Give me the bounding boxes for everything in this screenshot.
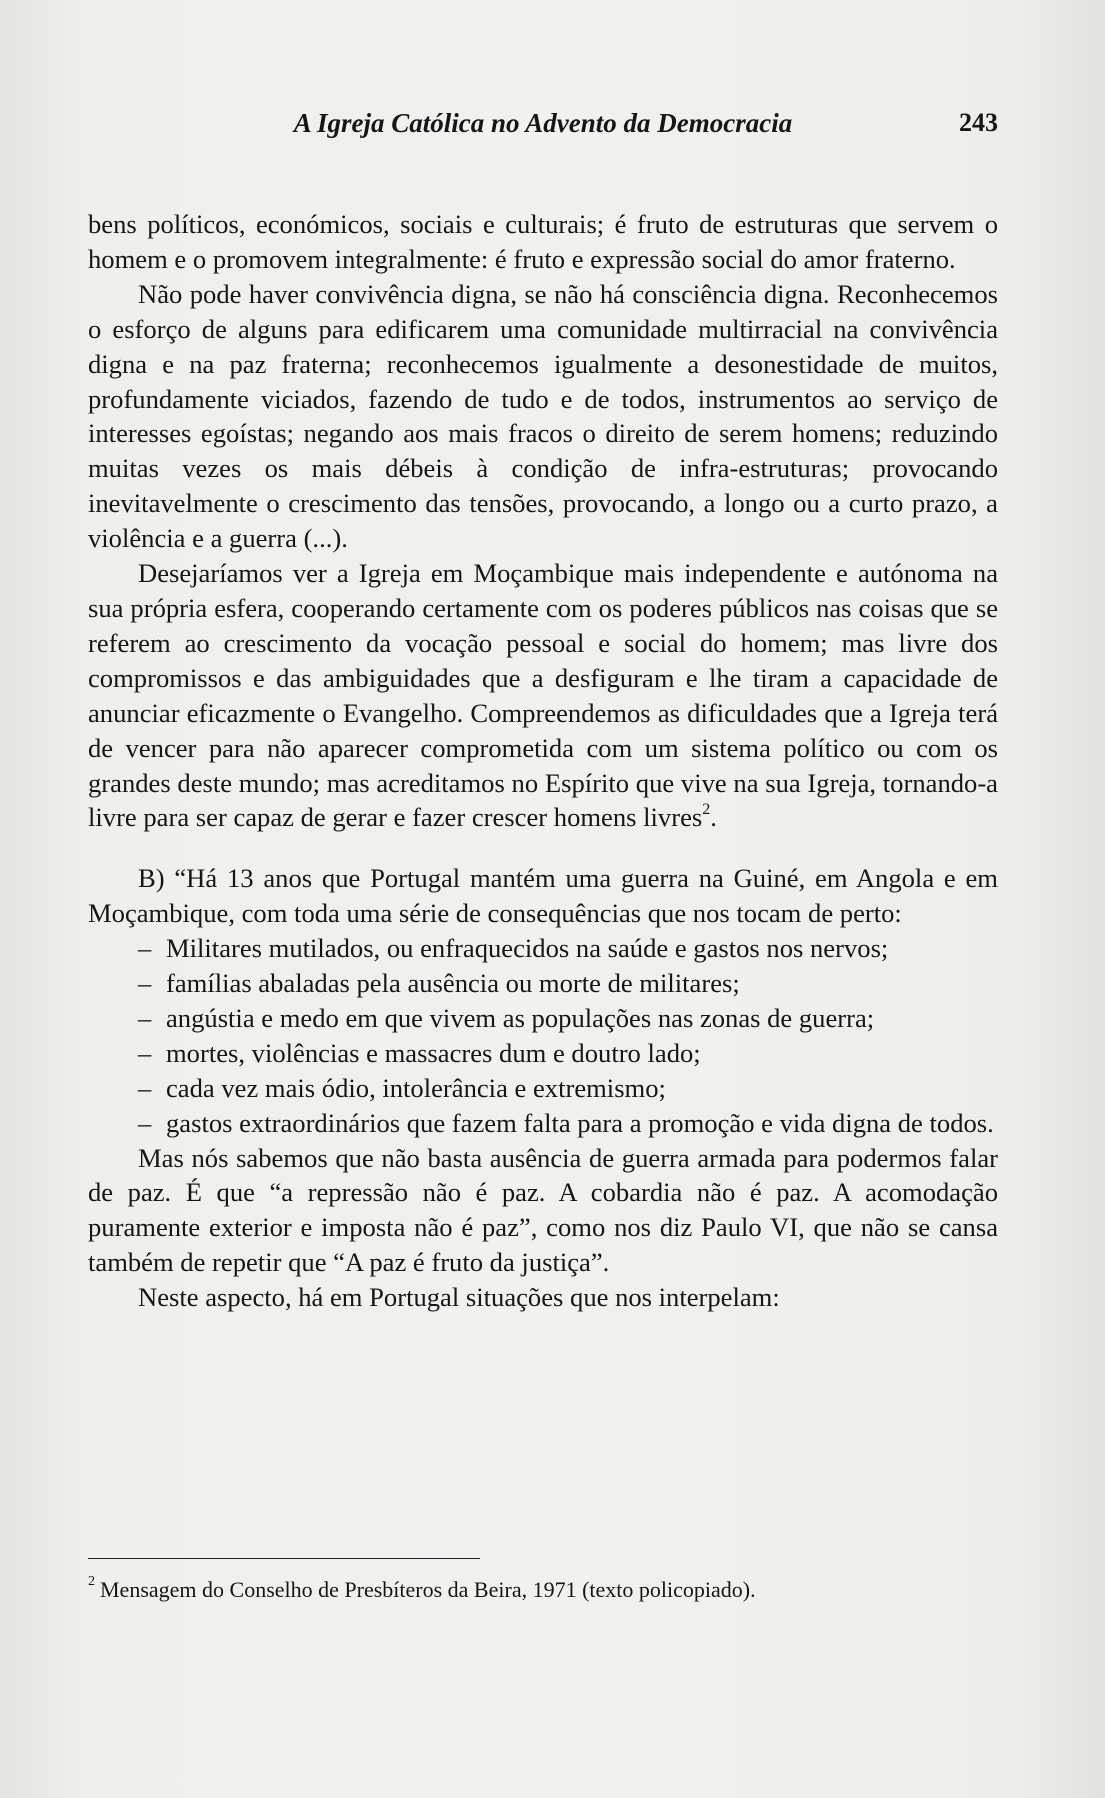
list-item xyxy=(88,1036,998,1071)
paragraph-3 xyxy=(88,556,998,835)
list-dash: – xyxy=(138,1002,152,1033)
paragraph-1: bens políticos, económicos, sociais e culturais; é fruto de estruturas que servem o homem e o promovem integralmente: é fruto e expressão social do amor fraterno. xyxy=(88,209,998,274)
list-item-text: angústia e medo em que vivem as populações nas zonas de guerra; xyxy=(166,1002,875,1033)
list-dash: – xyxy=(138,1107,152,1138)
paragraph-4: B) “Há 13 anos que Portugal mantém uma guerra na Guiné, em Angola e em Moçambique, com toda uma série de consequências que nos tocam de perto: xyxy=(88,863,998,929)
list-item xyxy=(88,931,998,966)
list-dash: – xyxy=(138,968,152,999)
body-text xyxy=(88,207,998,1315)
list-dash: – xyxy=(138,1072,152,1103)
paragraph-2: Não pode haver convivência digna, se não há consciência digna. Reconhecemos o esforço de alguns para edificarem uma comunidade multirracial na convivência digna e na paz fraterna; reconhecemos igualmente a desonestidade de muitos, profundamente viciados, fazendo de tudo e de todos, instrumentos ao serviço de interesses egoístas; negando aos mais fracos o direito de serem homens; reduzindo muitas vezes os mais débeis à condição de infra-estruturas; provocando inevitavelmente o crescimento das tensões, provocando, a longo ou a curto prazo, a violência e a guerra (...). xyxy=(88,278,998,554)
list-item xyxy=(88,966,998,1001)
list-item-text: cada vez mais ódio, intolerância e extremismo; xyxy=(166,1072,666,1103)
footnote-text: Mensagem do Conselho de Presbíteros da Beira, 1971 (texto policopiado). xyxy=(100,1577,756,1602)
paragraph-6: Neste aspecto, há em Portugal situações que nos interpelam: xyxy=(138,1282,780,1313)
list-item xyxy=(88,1001,998,1036)
footnote-reference: 2 xyxy=(702,801,711,819)
list-dash: – xyxy=(138,1037,152,1068)
paragraph-5: Mas nós sabemos que não basta ausência de guerra armada para podermos falar de paz. É que “a repressão não é paz. A cobardia não é paz. A acomodação puramente exterior e imposta não é paz”, como nos diz Paulo VI, que não se cansa também de repetir que “A paz é fruto da justiça”. xyxy=(88,1142,998,1278)
list-item-text: Militares mutilados, ou enfraquecidos na saúde e gastos nos nervos; xyxy=(166,933,889,964)
list-dash: – xyxy=(138,933,152,964)
list-item-text: gastos extraordinários que fazem falta para a promoção e vida digna de todos. xyxy=(166,1107,994,1138)
list-item xyxy=(88,1071,998,1106)
list-item xyxy=(88,1106,998,1141)
footnote xyxy=(88,1568,998,1604)
consequences-list xyxy=(88,931,998,1140)
page-number: 243 xyxy=(959,108,998,137)
footnote-number: 2 xyxy=(88,1574,95,1589)
list-item-text: famílias abaladas pela ausência ou morte de militares; xyxy=(166,968,740,999)
paragraph-3-end: . xyxy=(710,802,717,833)
running-title: A Igreja Católica no Advento da Democracia xyxy=(293,108,793,138)
paragraph-3-text: Desejaríamos ver a Igreja em Moçambique mais independente e autónoma na sua própria esfera, cooperando certamente com os poderes públicos nas coisas que se referem ao crescimento da vocação pessoal e social do homem; mas livre dos compromissos e das ambiguidades que a desfiguram e lhe tiram a capacidade de anunciar eficazmente o Evangelho. Compreendemos as dificuldades que a Igreja terá de vencer para não aparecer comprometida com um sistema político ou com os grandes deste mundo; mas acreditamos no Espírito que vive na sua Igreja, tornando-a livre para ser capaz de gerar e fazer crescer homens livres xyxy=(88,558,998,833)
footnote-divider xyxy=(88,1558,480,1559)
list-item-text: mortes, violências e massacres dum e doutro lado; xyxy=(166,1037,701,1068)
page-header xyxy=(88,108,998,148)
